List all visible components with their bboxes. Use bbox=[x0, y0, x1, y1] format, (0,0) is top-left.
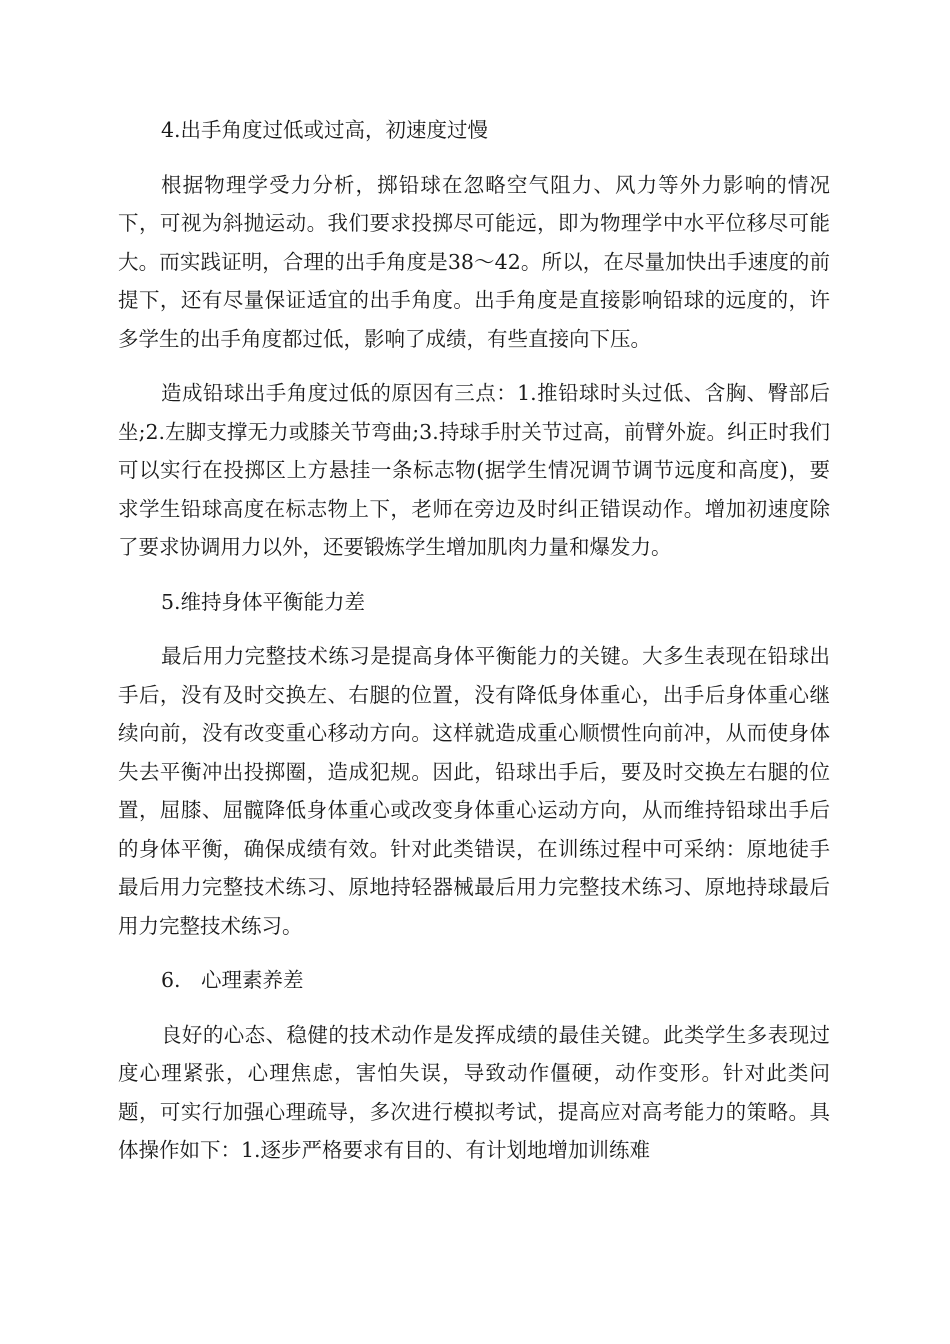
paragraph: 根据物理学受力分析，掷铅球在忽略空气阻力、风力等外力影响的情况下，可视为斜抛运动。我们要求投掷尽可能远，即为物理学中水平位移尽可能大。而实践证明，合理的出手角度是38～42。所以，在尽量加快出手速度的前提下，还有尽量保证适宜的出手角度。出手角度是直接影响铅球的远度的，许多学生的出手角度都过低，影响了成绩，有些直接向下压。 bbox=[118, 172, 830, 351]
section-heading-5: 5.维持身体平衡能力差 bbox=[161, 589, 366, 614]
section-heading-4: 4.出手角度过低或过高，初速度过慢 bbox=[161, 118, 489, 142]
section-heading-6: 6. 心理素养差 bbox=[161, 968, 304, 992]
paragraph: 良好的心态、稳健的技术动作是发挥成绩的最佳关键。此类学生多表现过度心理紧张，心理焦虑，害怕失误，导致动作僵硬，动作变形。针对此类问题，可实行加强心理疏导，多次进行模拟考试，提高应对高考能力的策略。具体操作如下：1.逐步严格要求有目的、有计划地增加训练难 bbox=[118, 1022, 830, 1162]
paragraph: 最后用力完整技术练习是提高身体平衡能力的关键。大多生表现在铅球出手后，没有及时交换左、右腿的位置，没有降低身体重心，出手后身体重心继续向前，没有改变重心移动方向。这样就造成重心顺惯性向前冲，从而使身体失去平衡冲出投掷圈，造成犯规。因此，铅球出手后，要及时交换左右腿的位置，屈膝、屈髋降低身体重心或改变身体重心运动方向，从而维持铅球出手后的身体平衡，确保成绩有效。针对此类错误，在训练过程中可采纳：原地徒手最后用力完整技术练习、原地持轻器械最后用力完整技术练习、原地持球最后用力完整技术练习。 bbox=[118, 644, 830, 938]
document-body bbox=[118, 111, 830, 1186]
paragraph: 造成铅球出手角度过低的原因有三点：1.推铅球时头过低、含胸、臀部后坐;2.左脚支撑无力或膝关节弯曲;3.持球手肘关节过高，前臂外旋。纠正时我们可以实行在投掷区上方悬挂一条标志物(据学生情况调节调节远度和高度)，要求学生铅球高度在标志物上下，老师在旁边及时纠正错误动作。增加初速度除了要求协调用力以外，还要锻炼学生增加肌肉力量和爆发力。 bbox=[118, 381, 830, 559]
